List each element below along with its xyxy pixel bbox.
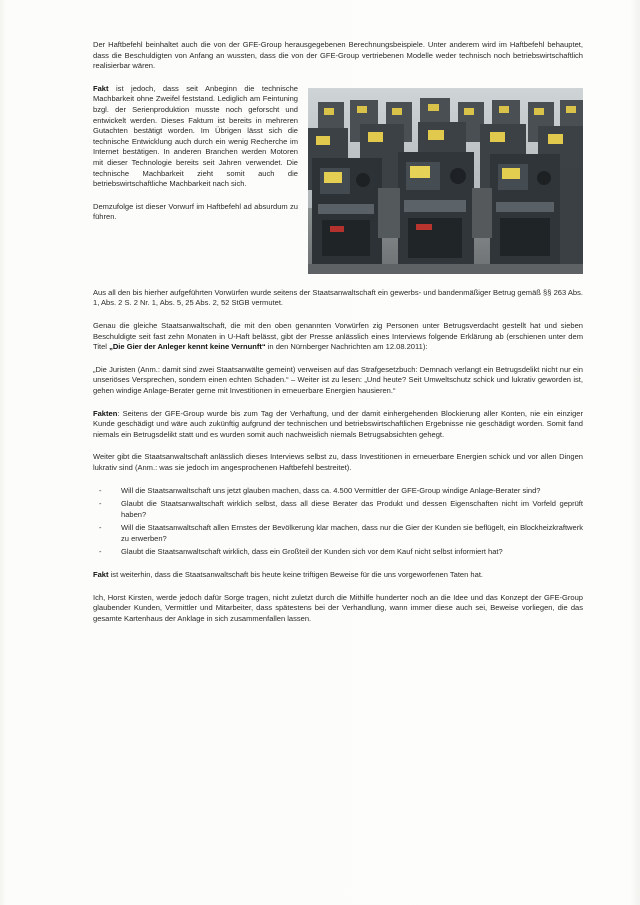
fakt-keyword: Fakt bbox=[93, 83, 109, 93]
list-item bbox=[93, 499, 583, 520]
engine-production-photo-image bbox=[308, 88, 583, 274]
paragraph-horst-kirsten: Ich, Horst Kirsten, werde jedoch dafür Sorge tragen, nicht zuletzt durch die Mithilfe hunderter noch an die Idee und das Konzept der GFE-Group glaubender Kunden, Vermittler und Mitarbeiter, dass spätestens bei der Verhandlung, wann immer diese auch sei, Beweise vorliegen, die das gesamte Kartenhaus der Anklage in sich zusammenfallen lassen. bbox=[93, 592, 583, 623]
list-dash: - bbox=[99, 523, 102, 533]
list-item bbox=[93, 523, 583, 544]
article-title: „Die Gier der Anleger kennt keine Vernunft“ bbox=[109, 342, 266, 352]
paragraph-haftbefehl-berechnung: Der Haftbefehl beinhaltet auch die von der GFE-Group herausgegebenen Berechnungsbeispiele. Unter anderem wird im Haftbefehl behauptet, dass die Beschuldigten von Anfang an wussten, dass die von der GFE-Group vertriebenen Modelle weder technisch noch betriebswirtschaftlich realisierbar wären. bbox=[93, 40, 583, 71]
list-dash: - bbox=[99, 547, 102, 557]
list-item bbox=[93, 486, 583, 497]
paragraph-presse-erklaerung bbox=[93, 321, 583, 353]
list-item bbox=[93, 547, 583, 558]
fakten-keyword: Fakten bbox=[93, 408, 118, 418]
fakt-keyword-2: Fakt bbox=[93, 570, 109, 580]
fakten-text: : Seitens der GFE-Group wurde bis zum Tag der Verhaftung, und der damit einhergehenden Blockierung aller Konten, nie ein einziger Kunde geschädigt und wäre auch zukünftig aufgrund der technischen und betriebswirtschaftlichen Ergebnisse nie geschädigt worden. Somit fand niemals ein Betrugsdelikt statt und es wurden somit auch nachweislich niemals Betrugsabsichten gehegt. bbox=[93, 408, 583, 439]
paragraph-fakten bbox=[93, 409, 583, 441]
question-text: Will die Staatsanwaltschaft allen Ernstes der Bevölkerung klar machen, dass nur die Gier der Kunden sie beflügelt, ein Blockheizkraftwerk zu erwerben? bbox=[121, 523, 583, 543]
paragraph-investitionen: Weiter gibt die Staatsanwaltschaft anlässlich dieses Interviews selbst zu, dass Investitionen in erneuerbare Energien schick und vor allen Dingen lukrativ sind (Anm.: was sie jedoch im angesprochenen Haftbefehl bestreitet). bbox=[93, 452, 583, 472]
fakt-text: ist jedoch, dass seit Anbeginn die technische Machbarkeit ohne Zweifel feststand. Lediglich am Feintuning bzgl. der Serienproduktion musste noch geforscht und entwickelt werden. Dieses Faktum ist bereits in mehreren Gutachten bestätigt worden. Im Übrigen lässt sich die technische Entwicklung auch durch ein wenig Recherche im Internet bestätigen. In anderen Branchen werden Motoren mit dieser Technologie bereits seit Jahren verwendet. Die technische Machbarkeit zieht somit auch die betriebswirtschaftliche Machbarkeit nach sich. bbox=[93, 83, 298, 189]
engine-production-photo bbox=[308, 88, 583, 274]
question-list bbox=[93, 486, 583, 559]
presse-text-post: in den Nürnberger Nachrichten am 12.08.2011): bbox=[265, 342, 428, 352]
paragraph-juristen-zitat: „Die Juristen (Anm.: damit sind zwei Staatsanwälte gemeint) verweisen auf das Strafgesetzbuch: Demnach verlangt ein Betrugsdelikt nicht nur ein unseriöses Versprechen, sondern einen echten Schaden.“ – Weiter ist zu lesen: „Und heute? Seit Umweltschutz schick und lukrativ geworden ist, gehen windige Anlage-Berater gerne mit Investitionen in erneuerbare Energien hausieren.“ bbox=[93, 364, 583, 395]
question-text: Will die Staatsanwaltschaft uns jetzt glauben machen, dass ca. 4.500 Vermittler der GFE-Group windige Anlage-Berater sind? bbox=[121, 485, 541, 495]
question-text: Glaubt die Staatsanwaltschaft wirklich, dass ein Großteil der Kunden sich vor dem Kauf nicht selbst informiert hat? bbox=[121, 547, 503, 557]
list-dash: - bbox=[99, 499, 102, 509]
presse-text-pre: Genau die gleiche Staatsanwaltschaft, die mit den oben genannten Vorwürfen zig Personen unter Betrugsverdacht gestellt hat und sieben Beschuldigte seit fast zehn Monaten in U-Haft belässt, gibt der Presse anlässlich eines Interviews folgende Erklärung ab (erschienen unter dem Titel bbox=[93, 320, 583, 352]
paragraph-betrug-vermutung: Aus all den bis hierher aufgeführten Vorwürfen wurde seitens der Staatsanwaltschaft ein gewerbs- und bandenmäßiger Betrug gemäß §§ 263 Abs. 1, Abs. 2 S. 2 Nr. 1, Abs. 5, 25 Abs. 2, 52 StGB vermutet. bbox=[93, 287, 583, 308]
fakt-section-with-photo bbox=[93, 84, 583, 278]
list-dash: - bbox=[99, 485, 102, 495]
paragraph-fakt-beweise bbox=[93, 570, 583, 581]
document-body bbox=[93, 40, 583, 636]
question-text: Glaubt die Staatsanwaltschaft wirklich selbst, dass all diese Berater das Produkt und dessen Eigenschaften nicht im Vorfeld geprüft haben? bbox=[121, 499, 583, 519]
fakt-beweise-text: ist weiterhin, dass die Staatsanwaltschaft bis heute keine triftigen Beweise für die uns vorgeworfenen Taten hat. bbox=[108, 570, 484, 580]
paragraph-demzufolge: Demzufolge ist dieser Vorwurf im Haftbefehl ad absurdum zu führen. bbox=[93, 201, 298, 222]
